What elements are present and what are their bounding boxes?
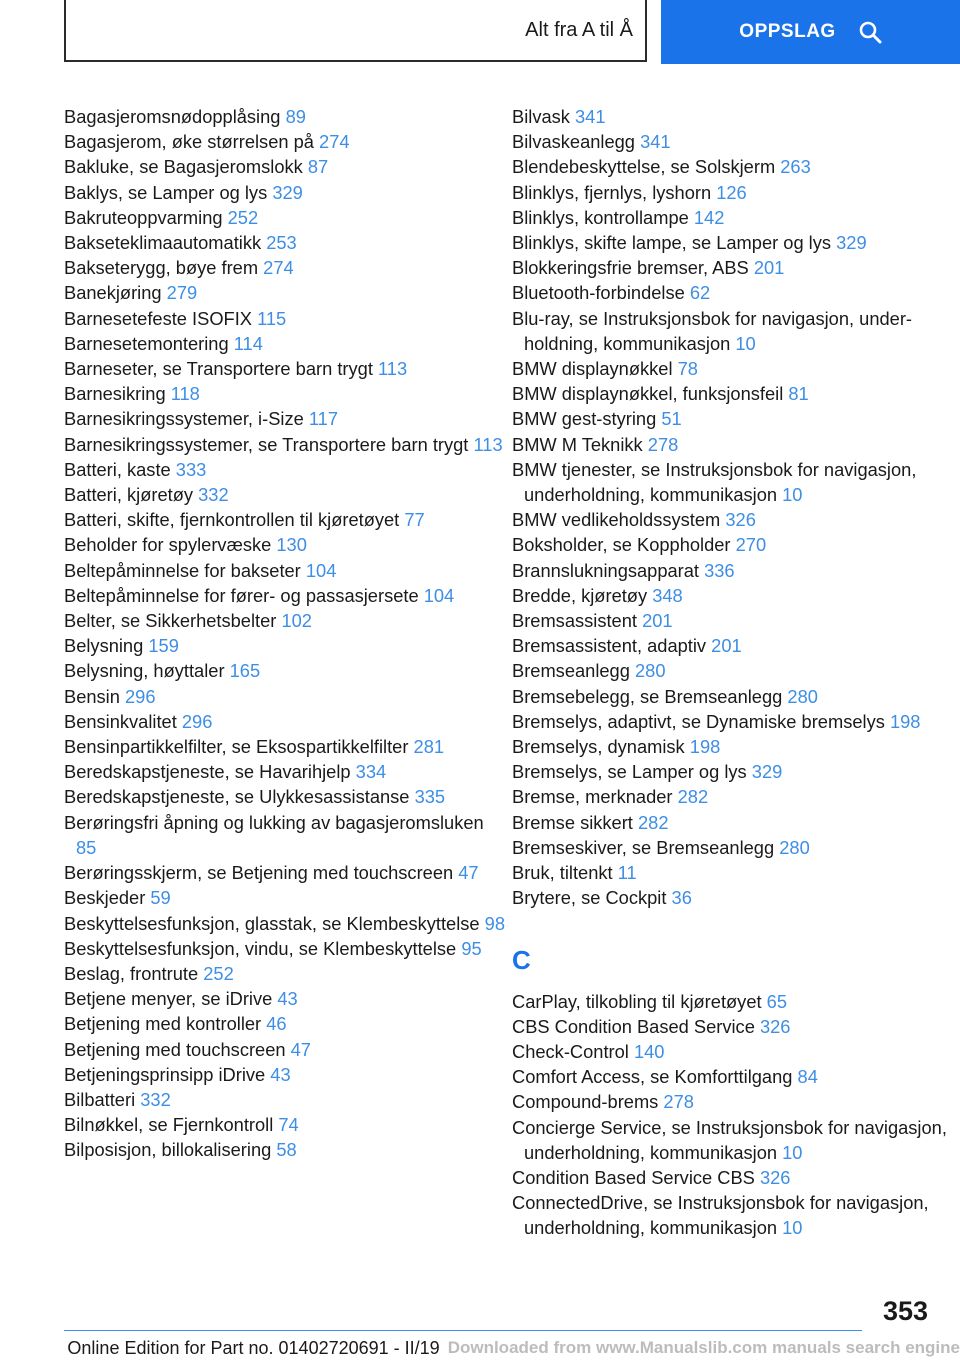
index-entry	[512, 583, 957, 608]
index-entry	[512, 684, 957, 709]
entry-text: Bilvaskeanlegg	[512, 131, 635, 153]
index-entry	[64, 356, 509, 381]
page-link[interactable]: 280	[779, 836, 810, 858]
entry-text: Brytere, se Cockpit	[512, 887, 667, 909]
entry-text: Barnesikringssystemer, i-Size	[64, 408, 304, 430]
entry-text: Beskjeder	[64, 887, 146, 909]
index-entry	[64, 1062, 509, 1087]
page-link[interactable]: 113	[473, 433, 503, 455]
section-letter-c: C	[512, 944, 531, 975]
entry-text: Bilvask	[512, 106, 570, 127]
entry-text: Belysning	[64, 635, 144, 657]
index-entry	[512, 835, 957, 860]
entry-text: Beredskapstjeneste, se Havarihjelp	[64, 761, 351, 783]
entry-text: Boksholder, se Koppholder	[512, 534, 731, 556]
entry-text: Bagasjerom, øke størrelsen på	[64, 131, 314, 153]
entry-text: Beslag, frontrute	[64, 962, 199, 984]
entry-text: BMW displaynøkkel, funksjonsfeil	[512, 383, 784, 405]
entry-text: CBS Condition Based Service	[512, 1015, 755, 1037]
index-entry	[64, 860, 509, 885]
page-link[interactable]: 115	[257, 307, 287, 329]
entry-text: Batteri, kaste	[64, 458, 171, 480]
page-link[interactable]: 113	[378, 358, 408, 380]
index-entry	[64, 583, 509, 608]
page-link[interactable]: 296	[181, 710, 213, 732]
entry-text: Barnesetemontering	[64, 332, 229, 354]
entry-text: Bilnøkkel, se Fjernkontroll	[64, 1114, 274, 1136]
entry-text: Bremselys, se Lamper og lys	[512, 761, 747, 783]
section-title-box	[64, 0, 647, 62]
index-entry	[512, 457, 957, 507]
index-entry	[64, 381, 509, 406]
page-link[interactable]: 140	[633, 1040, 665, 1062]
index-entry	[512, 1064, 957, 1089]
page-link[interactable]: 130	[276, 534, 307, 556]
index-entry	[512, 608, 957, 633]
index-entry	[64, 810, 509, 860]
entry-text: Blendebeskyttelse, se Solskjerm	[512, 156, 776, 178]
index-entry	[64, 1087, 509, 1112]
index-entry	[512, 230, 957, 255]
index-entry	[512, 104, 957, 129]
entry-text: Banekjøring	[64, 282, 162, 304]
index-entry	[512, 860, 957, 885]
page-link[interactable]: 118	[170, 383, 200, 405]
index-entry	[512, 1014, 957, 1039]
entry-text: Betjene menyer, se iDrive	[64, 988, 273, 1010]
page-link[interactable]: 201	[711, 635, 742, 657]
index-entry	[512, 558, 957, 583]
index-entry	[512, 633, 957, 658]
page-link[interactable]: 281	[413, 736, 445, 758]
page-link[interactable]: 47	[290, 1038, 311, 1060]
index-entry	[64, 432, 509, 457]
index-entry	[64, 306, 509, 331]
page-link[interactable]: 43	[270, 1063, 291, 1085]
entry-text: BMW M Teknikk	[512, 433, 643, 455]
entry-text: Bakruteoppvarming	[64, 206, 223, 228]
index-entry	[512, 1190, 957, 1240]
entry-text: Bremseanlegg	[512, 660, 630, 682]
entry-text: Bilbatteri	[64, 1088, 136, 1110]
index-entry	[64, 936, 509, 961]
entry-text: Batteri, kjøretøy	[64, 484, 194, 506]
entry-text: Beltepåminnelse for fører- og passasjersete	[64, 584, 419, 606]
entry-text: Check-Control	[512, 1040, 629, 1062]
entry-text: Berøringsfri åpning og lukking av bagasjeromsluken	[64, 811, 484, 833]
page-link[interactable]: 329	[272, 181, 303, 203]
index-entry	[64, 911, 509, 936]
entry-text: Belysning, høyttaler	[64, 660, 225, 682]
entry-text: Betjening med touchscreen	[64, 1038, 286, 1060]
page-link[interactable]: 274	[263, 257, 294, 279]
index-entry	[512, 356, 957, 381]
page-link[interactable]: 104	[305, 559, 337, 581]
index-entry	[64, 784, 509, 809]
entry-text: Bremseskiver, se Bremseanlegg	[512, 836, 775, 858]
index-entry	[512, 709, 957, 734]
entry-text: Beskyttelsesfunksjon, glasstak, se Klembeskyttelse	[64, 912, 480, 934]
page-link[interactable]: 252	[203, 962, 234, 984]
page-link[interactable]: 326	[759, 1166, 791, 1188]
entry-text: Bremselys, adaptivt, se Dynamiske bremselys	[512, 710, 885, 732]
page-link[interactable]: 278	[663, 1091, 694, 1113]
page-link[interactable]: 332	[140, 1088, 171, 1110]
page-link[interactable]: 10	[782, 1141, 803, 1163]
index-group-c	[512, 989, 957, 1241]
index-entry	[512, 989, 957, 1014]
page-link[interactable]: 10	[782, 484, 803, 506]
index-entry	[512, 280, 957, 305]
index-entry	[64, 608, 509, 633]
index-entry	[64, 280, 509, 305]
page-link[interactable]: 142	[693, 206, 725, 228]
entry-text: Betjening med kontroller	[64, 1013, 262, 1035]
index-entry	[512, 658, 957, 683]
index-entry	[64, 457, 509, 482]
page-link[interactable]: 296	[125, 685, 156, 707]
page-link[interactable]: 270	[735, 534, 767, 556]
page-link[interactable]: 201	[642, 610, 673, 632]
index-entry	[64, 104, 509, 129]
footer-divider	[64, 1330, 862, 1331]
entry-text: Blokkeringsfrie bremser, ABS	[512, 257, 749, 279]
index-entry	[64, 1037, 509, 1062]
page-link[interactable]: 85	[76, 836, 97, 858]
index-entry	[512, 759, 957, 784]
page-link[interactable]: 282	[677, 786, 709, 808]
page-link[interactable]: 348	[652, 584, 683, 606]
index-entry	[64, 482, 509, 507]
edition-text: Online Edition for Part no. 01402720691 - II/19	[67, 1337, 440, 1358]
entry-text: Bremselys, dynamisk	[512, 736, 685, 758]
page-link[interactable]: 98	[484, 912, 506, 934]
entry-text: Bremsebelegg, se Bremseanlegg	[512, 685, 783, 707]
index-entry	[512, 1089, 957, 1114]
entry-text: BMW tjenester, se Instruksjonsbok for navigasjon, underholdning, kommunikasjon	[512, 458, 917, 506]
page-link[interactable]: 59	[150, 887, 171, 909]
page-link[interactable]: 341	[640, 131, 671, 153]
entry-text: Bensin	[64, 685, 120, 707]
footer	[0, 1334, 960, 1362]
entry-text: Bremsassistent, adaptiv	[512, 635, 707, 657]
index-entry	[512, 532, 957, 557]
index-entry	[512, 885, 957, 910]
page-link[interactable]: 278	[647, 433, 679, 455]
index-entry	[64, 885, 509, 910]
index-entry	[64, 532, 509, 557]
index-entry	[64, 180, 509, 205]
page-link[interactable]: 77	[404, 509, 425, 531]
entry-text: Batteri, skifte, fjernkontrollen til kjøretøyet	[64, 509, 400, 531]
page-link[interactable]: 62	[689, 282, 711, 304]
page-link[interactable]: 165	[229, 660, 261, 682]
page-link[interactable]: 332	[198, 484, 229, 506]
index-entry	[64, 961, 509, 986]
entry-text: Beredskapstjeneste, se Ulykkesassistanse	[64, 786, 410, 808]
index-entry	[512, 306, 957, 356]
index-entry	[512, 734, 957, 759]
entry-text: Bremse, merknader	[512, 786, 673, 808]
page-link[interactable]: 201	[753, 257, 785, 279]
index-entry	[64, 1137, 509, 1162]
index-entry	[512, 432, 957, 457]
entry-text: Baklys, se Lamper og lys	[64, 181, 268, 203]
entry-text: BMW displaynøkkel	[512, 358, 673, 380]
entry-text: Bluetooth-forbindelse	[512, 282, 685, 304]
entry-text: Condition Based Service CBS	[512, 1166, 755, 1188]
page-link[interactable]: 326	[725, 509, 756, 531]
page-link[interactable]: 10	[735, 332, 756, 354]
index-entry	[64, 255, 509, 280]
index-entry	[512, 810, 957, 835]
index-entry	[64, 154, 509, 179]
entry-text: Bilposisjon, billokalisering	[64, 1139, 272, 1161]
entry-text: ConnectedDrive, se Instruksjonsbok for navigasjon, underholdning, kommunikasjon	[512, 1192, 929, 1239]
page-link[interactable]: 102	[281, 610, 312, 632]
page-link[interactable]: 263	[780, 156, 811, 178]
page-link[interactable]: 84	[797, 1066, 818, 1088]
index-entry	[64, 709, 509, 734]
page-link[interactable]: 279	[166, 282, 198, 304]
page-link[interactable]: 253	[266, 232, 297, 254]
page-link[interactable]: 11	[617, 862, 637, 884]
section-title: Alt fra A til Å	[525, 18, 633, 41]
entry-text: Bakseteklimaautomatikk	[64, 232, 262, 254]
page-link[interactable]: 274	[319, 131, 350, 153]
page-link[interactable]: 104	[423, 584, 455, 606]
entry-text: Blu-ray, se Instruksjonsbok for navigasjon, underholdning, kommunikasjon	[512, 307, 913, 354]
index-entry	[64, 558, 509, 583]
entry-text: Blinklys, skifte lampe, se Lamper og lys	[512, 232, 832, 254]
index-entry	[512, 406, 957, 431]
page-link[interactable]: 280	[634, 660, 666, 682]
page-link[interactable]: 81	[788, 383, 809, 405]
page-link[interactable]: 74	[278, 1114, 299, 1136]
page-link[interactable]: 336	[704, 559, 735, 581]
index-entry	[512, 154, 957, 179]
index-entry	[64, 658, 509, 683]
page-link[interactable]: 252	[227, 206, 259, 228]
index-entry	[512, 507, 957, 532]
page-link[interactable]: 51	[661, 408, 682, 430]
page-link[interactable]: 326	[759, 1015, 791, 1037]
entry-text: Blinklys, fjernlys, lyshorn	[512, 181, 712, 203]
lookup-button[interactable]	[661, 0, 960, 64]
page-link[interactable]: 198	[889, 710, 921, 732]
page-link[interactable]: 126	[716, 181, 747, 203]
page-link[interactable]: 280	[787, 685, 818, 707]
index-column-left	[64, 104, 509, 1163]
page-link[interactable]: 282	[637, 811, 669, 833]
page-link[interactable]: 46	[266, 1013, 287, 1035]
index-entry	[64, 205, 509, 230]
page-link[interactable]: 333	[175, 458, 207, 480]
index-entry	[512, 255, 957, 280]
page-link[interactable]: 341	[575, 106, 606, 127]
entry-text: Barnesikring	[64, 383, 166, 405]
page-link[interactable]: 95	[461, 937, 482, 959]
entry-text: Bruk, tiltenkt	[512, 862, 613, 884]
page-link[interactable]: 65	[766, 990, 788, 1012]
entry-text: Belter, se Sikkerhetsbelter	[64, 610, 277, 632]
lookup-label: OPPSLAG	[739, 21, 836, 42]
entry-text: CarPlay, tilkobling til kjøretøyet	[512, 990, 762, 1012]
index-entry	[512, 129, 957, 154]
entry-text: Barnesikringssystemer, se Transportere barn trygt	[64, 433, 469, 455]
entry-text: Barneseter, se Transportere barn trygt	[64, 358, 373, 380]
entry-text: Beskyttelsesfunksjon, vindu, se Klembeskyttelse	[64, 937, 457, 959]
search-icon	[858, 20, 882, 44]
index-group-b	[512, 104, 957, 911]
index-entry	[64, 1011, 509, 1036]
entry-text: Bensinkvalitet	[64, 710, 177, 732]
index-entry	[64, 684, 509, 709]
entry-text: Bakluke, se Bagasjeromslokk	[64, 156, 303, 178]
page-link[interactable]: 43	[277, 988, 298, 1010]
index-entry	[64, 633, 509, 658]
index-entry	[64, 759, 509, 784]
index-entry	[512, 1165, 957, 1190]
entry-text: Beholder for spylervæske	[64, 534, 272, 556]
index-entry	[64, 507, 509, 532]
page-link[interactable]: 334	[355, 761, 387, 783]
entry-text: BMW gest-styring	[512, 408, 657, 430]
entry-text: Concierge Service, se Instruksjonsbok for navigasjon, underholdning, kommunikasjon	[512, 1116, 947, 1163]
entry-text: Beltepåminnelse for bakseter	[64, 559, 301, 581]
index-entry	[64, 1112, 509, 1137]
page-link[interactable]: 78	[677, 358, 698, 380]
page-link[interactable]: 198	[689, 736, 721, 758]
page-link[interactable]: 114	[233, 332, 263, 354]
page-link[interactable]: 117	[308, 408, 339, 430]
page-link[interactable]: 329	[751, 761, 783, 783]
entry-text: Bensinpartikkelfilter, se Eksospartikkelfilter	[64, 736, 409, 758]
page-link[interactable]: 36	[671, 887, 692, 909]
entry-text: Blinklys, kontrollampe	[512, 206, 689, 228]
page-link[interactable]: 87	[307, 156, 329, 178]
index-entry	[64, 230, 509, 255]
entry-text: Bredde, kjøretøy	[512, 584, 648, 606]
index-entry	[512, 784, 957, 809]
page-link[interactable]: 89	[285, 106, 306, 127]
index-entry	[64, 129, 509, 154]
index-entry	[64, 734, 509, 759]
index-entry	[512, 1039, 957, 1064]
page-link[interactable]: 10	[782, 1217, 803, 1239]
index-column-right	[512, 104, 957, 1241]
page-link[interactable]: 335	[414, 786, 446, 808]
index-entry	[512, 381, 957, 406]
page-link[interactable]: 329	[836, 232, 867, 254]
page-link[interactable]: 47	[458, 862, 479, 884]
entry-text: Barnesetefeste ISOFIX	[64, 307, 252, 329]
page-link[interactable]: 58	[276, 1139, 297, 1161]
entry-text: BMW vedlikeholdssystem	[512, 509, 721, 531]
page-number: 353	[882, 1296, 928, 1326]
entry-text: Bremsassistent	[512, 610, 637, 632]
entry-text: Betjeningsprinsipp iDrive	[64, 1063, 266, 1085]
index-entry	[512, 205, 957, 230]
index-entry	[64, 406, 509, 431]
entry-text: Bakseterygg, bøye frem	[64, 257, 259, 279]
watermark-text: Downloaded from www.Manualslib.com manuals search engine	[447, 1338, 960, 1357]
entry-text: Bagasjeromsnødopplåsing	[64, 106, 281, 127]
index-entry	[512, 180, 957, 205]
entry-text: Brannslukningsapparat	[512, 559, 699, 581]
page-link[interactable]: 159	[148, 635, 179, 657]
entry-text: Comfort Access, se Komforttilgang	[512, 1066, 793, 1088]
entry-text: Compound-brems	[512, 1091, 659, 1113]
index-entry	[64, 331, 509, 356]
index-entry	[64, 986, 509, 1011]
index-entry	[512, 1115, 957, 1165]
entry-text: Bremse sikkert	[512, 811, 633, 833]
entry-text: Berøringsskjerm, se Betjening med touchscreen	[64, 862, 454, 884]
